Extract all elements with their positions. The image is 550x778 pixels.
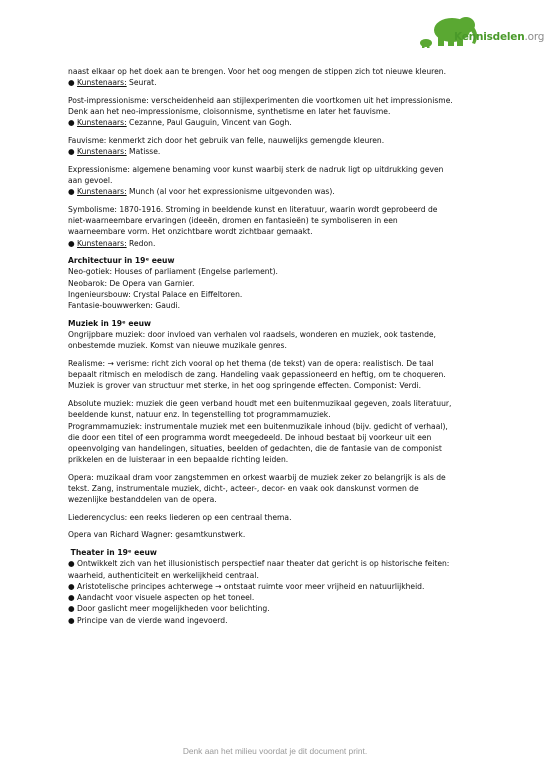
text-line: wezenlijke bestanddelen van de opera. <box>68 495 217 505</box>
paragraph <box>68 398 488 466</box>
artists-label: Kunstenaars: <box>77 118 127 128</box>
text-line: aan gevoel. <box>68 175 113 185</box>
text-line: Seurat. <box>126 78 157 88</box>
artists-label: Kunstenaars: <box>77 238 127 248</box>
kennisdelen-logo <box>418 14 545 58</box>
paragraph <box>68 204 488 249</box>
text-line: Ongrijpbare muziek: door invloed van verhalen vol raadsels, wonderen en muziek, ook tastende, <box>68 330 436 340</box>
text-line: Programmamuziek: instrumentale muziek met een buitenmuzikale inhoud (bijv. gedicht of verhaal), <box>68 421 448 431</box>
artists-line <box>68 186 488 197</box>
text-line: onbestemde muziek. Komst van nieuwe muzikale genres. <box>68 341 287 351</box>
artists-line <box>68 77 488 88</box>
text-line: Matisse. <box>126 147 161 157</box>
paragraph <box>68 318 488 352</box>
text-line: Fauvisme: kenmerkt zich door het gebruik van felle, nauwelijks gemengde kleuren. <box>68 135 385 145</box>
document-body <box>68 66 488 632</box>
bullet: ● <box>68 78 78 88</box>
text-line: Absolute muziek: muziek die geen verband houdt met een buitenmuzikaal gegeven, zoals literatuur, <box>68 398 452 408</box>
text-line: bepaalt ritmisch en melodisch de zang. Handeling vaak gepassioneerd en heftig, om te choqueren. <box>68 370 446 380</box>
text-line: Post-impressionisme: verscheidenheid aan stijlexperimenten die voortkomen uit het impressionisme. <box>68 95 453 105</box>
text-line: Liederencyclus: een reeks liederen op een centraal thema. <box>68 512 292 522</box>
text-line: opeenvolging van handelingen, situaties, beelden of gedachten, die de fantasie van de componist <box>68 444 442 454</box>
list-item: ● Principe van de vierde wand ingevoerd. <box>68 615 228 625</box>
text-line: naast elkaar op het doek aan te brengen. Voor het oog mengen de stippen zich tot nieuwe kleuren. <box>68 67 447 76</box>
bullet: ● <box>68 118 78 128</box>
list-item: ● Aandacht voor visuele aspecten op het toneel. <box>68 593 255 603</box>
text-line: Redon. <box>126 238 156 248</box>
text-line: Cezanne, Paul Gauguin, Vincent van Gogh. <box>126 118 292 128</box>
text-line: prikkelen en de luisteraar in een bepaalde richting leiden. <box>68 455 289 465</box>
paragraph <box>68 135 488 158</box>
text-line: Opera: muzikaal dram voor zangstemmen en orkest waarbij de muziek zeker zo belangrijk is als de <box>68 472 446 482</box>
paragraph <box>68 529 488 540</box>
list-item: ● Aristotelische principes achterwege → ontstaat ruimte voor meer vrijheid en natuurlijkheid. <box>68 581 425 591</box>
logo-text-main: Kennisdelen <box>454 31 525 43</box>
text-line: Neobarok: De Opera van Garnier. <box>68 278 195 288</box>
paragraph <box>68 358 488 392</box>
paragraph <box>68 547 488 626</box>
artists-label: Kunstenaars: <box>77 147 127 157</box>
text-line: beeldende kunst, natuur enz. In tegenstelling tot programmamuziek. <box>68 410 331 420</box>
text-line: Opera van Richard Wagner: gesamtkunstwerk. <box>68 530 246 540</box>
text-line: tekst. Zang, instrumentale muziek, dicht-, acteer-, decor- en vaak ook danskunst vormen de <box>68 484 419 494</box>
footer-note: Denk aan het milieu voordat je dit document print. <box>182 746 368 756</box>
paragraph <box>68 512 488 523</box>
text-line: Fantasie-bouwwerken: Gaudi. <box>68 301 181 311</box>
section-heading-architecture: Architectuur in 19ᵉ eeuw <box>68 256 175 266</box>
list-item-continuation: waarheid, authenticiteit en werkelijkheid centraal. <box>68 570 259 580</box>
paragraph <box>68 95 488 129</box>
list-item: ● Ontwikkelt zich van het illusionistisch perspectief naar theater dat gericht is op historische feiten: <box>68 559 450 569</box>
text-line: Symbolisme: 1870-1916. Stroming in beeldende kunst en literatuur, waarin wordt geprobeerd de <box>68 204 438 214</box>
artists-label: Kunstenaars: <box>77 187 127 197</box>
paragraph <box>68 164 488 198</box>
text-line: Munch (al voor het expressionisme uitgevonden was). <box>126 187 335 197</box>
artists-line <box>68 146 488 157</box>
list-item: ● Door gaslicht meer mogelijkheden voor belichting. <box>68 604 270 614</box>
artists-label: Kunstenaars: <box>77 78 127 88</box>
artists-line <box>68 117 488 128</box>
text-line: Neo-gotiek: Houses of parliament (Engelse parlement). <box>68 267 278 277</box>
paragraph <box>68 255 488 311</box>
text-line: niet-waarneembare ervaringen (ideeën, dromen en fantasieën) te symboliseren in een <box>68 216 398 226</box>
paragraph <box>68 472 488 506</box>
text-line: Ingenieursbouw: Crystal Palace en Eiffeltoren. <box>68 289 243 299</box>
text-line: die door een titel of een programma wordt meegedeeld. De inhoud bestaat bij voorkeur uit een <box>68 432 432 442</box>
logo-text-ext: .org <box>524 31 545 43</box>
text-line: waarneembare vorm. Het onzichtbare wordt zichtbaar gemaakt. <box>68 227 313 237</box>
bullet: ● <box>68 238 78 248</box>
text-line: Expressionisme: algemene benaming voor kunst waarbij sterk de nadruk ligt op uitdrukking geven <box>68 164 444 174</box>
bullet: ● <box>68 187 78 197</box>
text-line: Realisme: → verisme: richt zich vooral op het thema (de tekst) van de opera: realistisch. De taal <box>68 358 434 368</box>
section-heading-theater: Theater in 19ᵉ eeuw <box>68 547 157 557</box>
bullet: ● <box>68 147 78 157</box>
section-heading-music: Muziek in 19ᵉ eeuw <box>68 318 152 328</box>
paragraph <box>68 66 488 89</box>
artists-line <box>68 238 488 249</box>
text-line: Muziek is grover van structuur met sterke, in het oog springende effecten. Componist: Verdi. <box>68 381 421 391</box>
text-line: Denk aan het neo-impressionisme, cloisonnisme, synthetisme en later het fauvisme. <box>68 107 391 117</box>
